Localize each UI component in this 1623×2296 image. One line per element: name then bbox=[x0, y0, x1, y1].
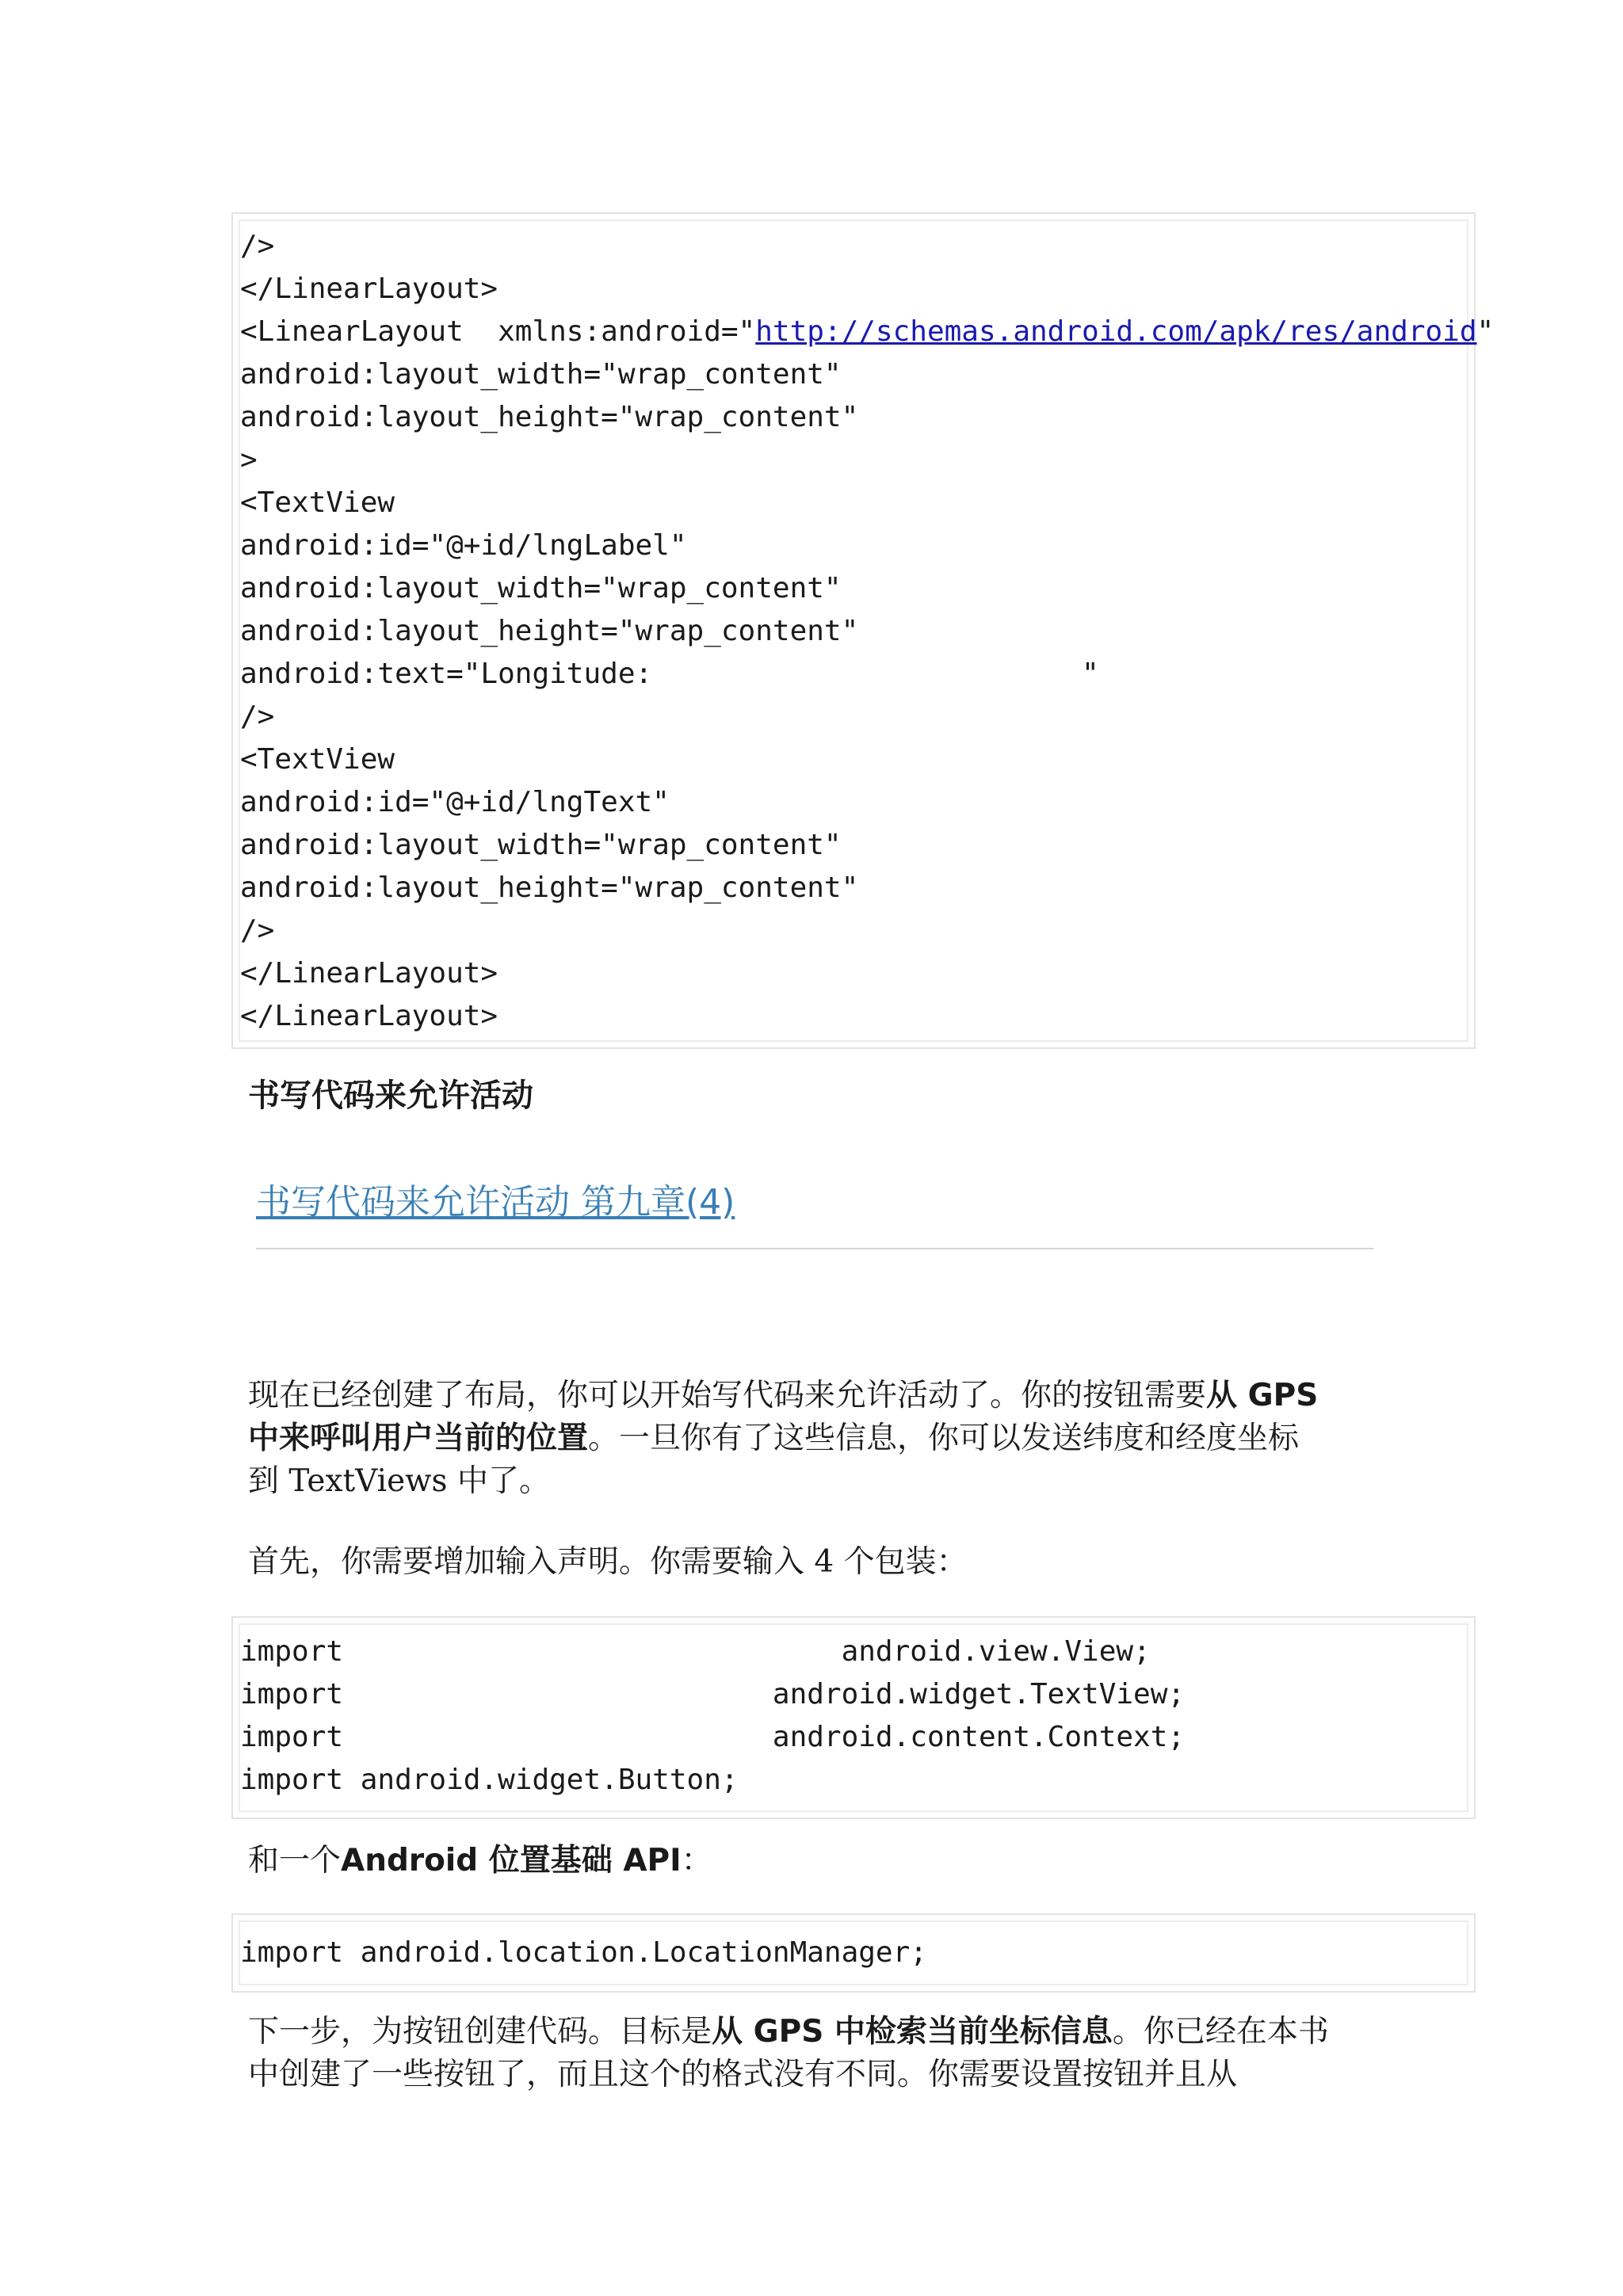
code-line: > bbox=[240, 444, 258, 476]
code-line: android:id="@+id/lngLabel" bbox=[240, 529, 687, 562]
text: 和一个 bbox=[248, 1843, 342, 1878]
paragraph-intro-line: 到 TextViews 中了。 bbox=[248, 1463, 550, 1499]
code-line: import android.widget.Button; bbox=[240, 1764, 739, 1796]
title-divider bbox=[256, 1248, 1373, 1249]
bold-text: 从 GPS bbox=[1206, 1378, 1319, 1413]
code-quote: " bbox=[1476, 315, 1495, 348]
code-line: import android.location.LocationManager; bbox=[240, 1936, 927, 1969]
code-line: <TextView bbox=[240, 486, 395, 519]
code-line-with-link bbox=[240, 311, 1494, 353]
code-line: android:layout_height="wrap_content" bbox=[240, 615, 859, 647]
text: 。你已经在本书 bbox=[1112, 2014, 1329, 2050]
bold-text: 中来呼叫用户当前的位置 bbox=[248, 1421, 589, 1456]
code-line: </LinearLayout> bbox=[240, 273, 498, 305]
code-line: /> bbox=[240, 230, 275, 262]
paragraph-next-step bbox=[248, 2011, 1329, 2054]
code-line: android:layout_width="wrap_content" bbox=[240, 829, 842, 861]
code-line: </LinearLayout> bbox=[240, 1000, 498, 1032]
bold-text: 从 GPS 中检索当前坐标信息 bbox=[712, 2014, 1113, 2050]
article-title-link[interactable]: 书写代码来允许活动 第九章(4) bbox=[256, 1182, 735, 1222]
paragraph-intro-line bbox=[248, 1375, 1318, 1417]
code-line: android:layout_width="wrap_content" bbox=[240, 572, 842, 605]
code-line: android:layout_width="wrap_content" bbox=[240, 358, 842, 391]
bold-text: Android 位置基础 API bbox=[341, 1843, 682, 1878]
schema-link[interactable]: http://schemas.android.com/apk/res/android bbox=[755, 315, 1477, 348]
code-line: import android.content.Context; bbox=[240, 1721, 1186, 1753]
code-line: import android.widget.TextView; bbox=[240, 1678, 1186, 1711]
paragraph-location-api bbox=[248, 1840, 712, 1882]
paragraph-next-step: 中创建了一些按钮了，而且这个的格式没有不同。你需要设置按钮并且从 bbox=[248, 2057, 1238, 2092]
code-line: android:text="Longitude: " bbox=[240, 658, 1099, 690]
paragraph-imports-intro: 首先，你需要增加输入声明。你需要输入 4 个包装： bbox=[248, 1544, 968, 1580]
text: 下一步，为按钮创建代码。目标是 bbox=[248, 2014, 712, 2050]
code-text: <LinearLayout xmlns:android=" bbox=[240, 315, 756, 348]
code-line: /> bbox=[240, 914, 275, 947]
code-line: android:layout_height="wrap_content" bbox=[240, 401, 859, 433]
code-line: <TextView bbox=[240, 743, 395, 776]
code-line: android:layout_height="wrap_content" bbox=[240, 871, 859, 904]
paragraph-intro-line bbox=[248, 1417, 1299, 1460]
code-line: /> bbox=[240, 700, 275, 733]
text: 。一旦你有了这些信息，你可以发送纬度和经度坐标 bbox=[588, 1421, 1300, 1456]
section-label: 书写代码来允许活动 bbox=[248, 1077, 533, 1114]
code-line: </LinearLayout> bbox=[240, 957, 498, 990]
code-line: import android.view.View; bbox=[240, 1635, 1151, 1668]
text: ： bbox=[681, 1843, 712, 1878]
code-line: android:id="@+id/lngText" bbox=[240, 786, 670, 818]
text: 现在已经创建了布局，你可以开始写代码来允许活动了。你的按钮需要 bbox=[248, 1378, 1207, 1413]
